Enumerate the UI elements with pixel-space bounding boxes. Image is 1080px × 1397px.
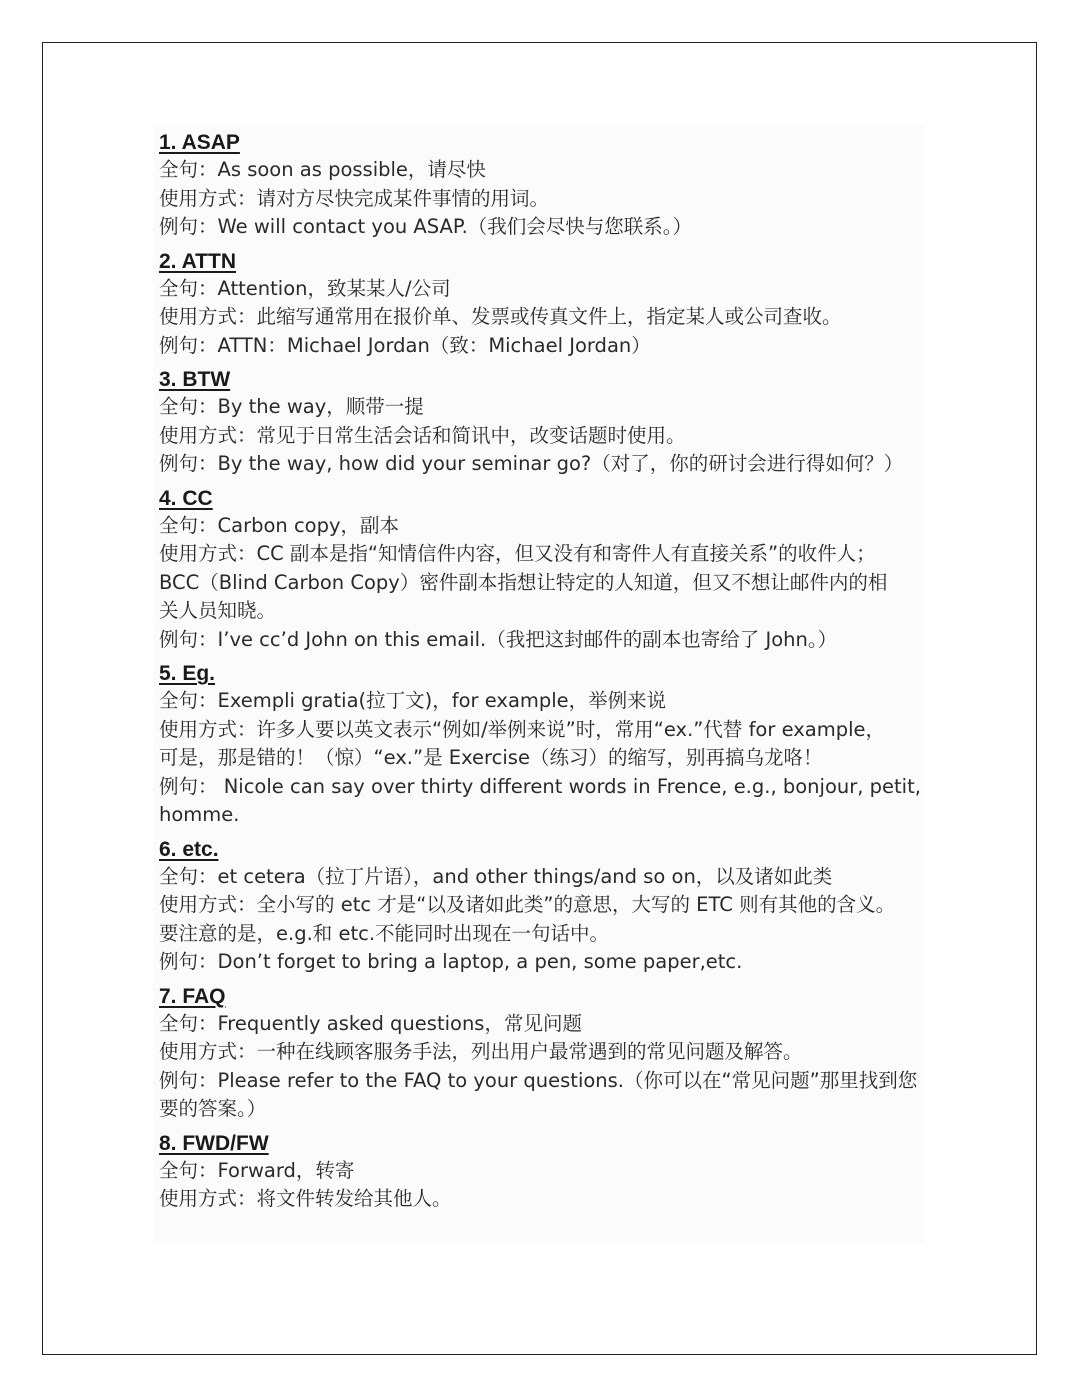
example-line: 例句：Don’t forget to bring a laptop, a pen, some paper,etc. — [159, 950, 743, 973]
usage-line: 可是，那是错的！（惊）“ex.”是 Exercise（练习）的缩写，别再搞乌龙咯！ — [159, 746, 823, 769]
full-form-line: 全句：Attention，致某某人/公司 — [159, 276, 451, 300]
example-line: 例句：ATTN：Michael Jordan（致：Michael Jordan） — [159, 333, 651, 357]
usage-line: 使用方式：请对方尽快完成某件事情的用词。 — [159, 186, 550, 210]
entry-attn — [159, 248, 924, 361]
usage-line: 使用方式：将文件转发给其他人。 — [159, 1187, 452, 1210]
usage-line: 使用方式：一种在线顾客服务手法，列出用户最常遇到的常见问题及解答。 — [159, 1040, 803, 1063]
example-line: 例句： Nicole can say over thirty different words in Frence, e.g., bonjour, petit, — [159, 774, 921, 798]
full-form-line: 全句：Frequently asked questions，常见问题 — [159, 1011, 582, 1035]
example-line: 例句：By the way, how did your seminar go?（对了，你的研讨会进行得如何？） — [159, 452, 904, 475]
full-form-line: 全句：By the way，顺带一提 — [159, 395, 424, 418]
entry-title: 2. ATTN — [159, 249, 236, 273]
entry-etc — [159, 836, 924, 977]
full-form-line: 全句：Forward，转寄 — [159, 1158, 355, 1182]
full-form-line: 全句：As soon as possible，请尽快 — [159, 158, 486, 181]
entry-title: 8. FWD/FW — [159, 1131, 269, 1155]
example-line: homme. — [159, 803, 240, 826]
full-form-line: 全句：Exempli gratia(拉丁文)，for example，举例来说 — [159, 689, 667, 712]
usage-line: 使用方式：常见于日常生活会话和简讯中，改变话题时使用。 — [159, 423, 686, 447]
example-line: 例句：We will contact you ASAP.（我们会尽快与您联系。） — [159, 215, 693, 238]
usage-line: 要注意的是，e.g.和 etc.不能同时出现在一句话中。 — [159, 921, 610, 945]
entry-title: 4. CC — [159, 486, 213, 510]
entry-eg — [159, 660, 924, 830]
example-line: 例句：I’ve cc’d John on this email.（我把这封邮件的副本也寄给了 John。） — [159, 627, 838, 651]
full-form-line: 全句：et cetera（拉丁片语），and other things/and so on，以及诸如此类 — [159, 864, 833, 888]
entry-title: 5. Eg. — [159, 662, 216, 685]
entry-faq — [159, 983, 924, 1124]
usage-line: BCC（Blind Carbon Copy）密件副本指想让特定的人知道，但又不想让邮件内的相 — [159, 570, 888, 594]
entry-asap — [159, 129, 924, 242]
usage-line: 使用方式：CC 副本是指“知情信件内容，但又没有和寄件人有直接关系”的收件人； — [159, 542, 876, 565]
entry-title: 3. BTW — [159, 368, 231, 391]
usage-line: 关人员知晓。 — [159, 599, 277, 622]
usage-line: 使用方式：此缩写通常用在报价单、发票或传真文件上，指定某人或公司查收。 — [159, 305, 842, 328]
entry-title: 6. etc. — [159, 837, 219, 861]
usage-line: 使用方式：许多人要以英文表示“例如/举例来说”时，常用“ex.”代替 for example， — [159, 717, 886, 741]
full-form-line: 全句：Carbon copy，副本 — [159, 513, 400, 537]
entry-title: 1. ASAP — [159, 131, 240, 154]
entry-cc — [159, 485, 924, 655]
entry-btw — [159, 366, 924, 479]
example-line: 例句：Please refer to the FAQ to your questions.（你可以在“常见问题”那里找到您 — [159, 1068, 918, 1092]
entry-title: 7. FAQ — [159, 984, 226, 1008]
example-line: 要的答案。） — [159, 1097, 267, 1120]
abbreviation-list — [153, 125, 924, 1243]
entry-fwd — [159, 1130, 924, 1214]
usage-line: 使用方式：全小写的 etc 才是“以及诸如此类”的意思，大写的 ETC 则有其他的含义。 — [159, 893, 896, 916]
